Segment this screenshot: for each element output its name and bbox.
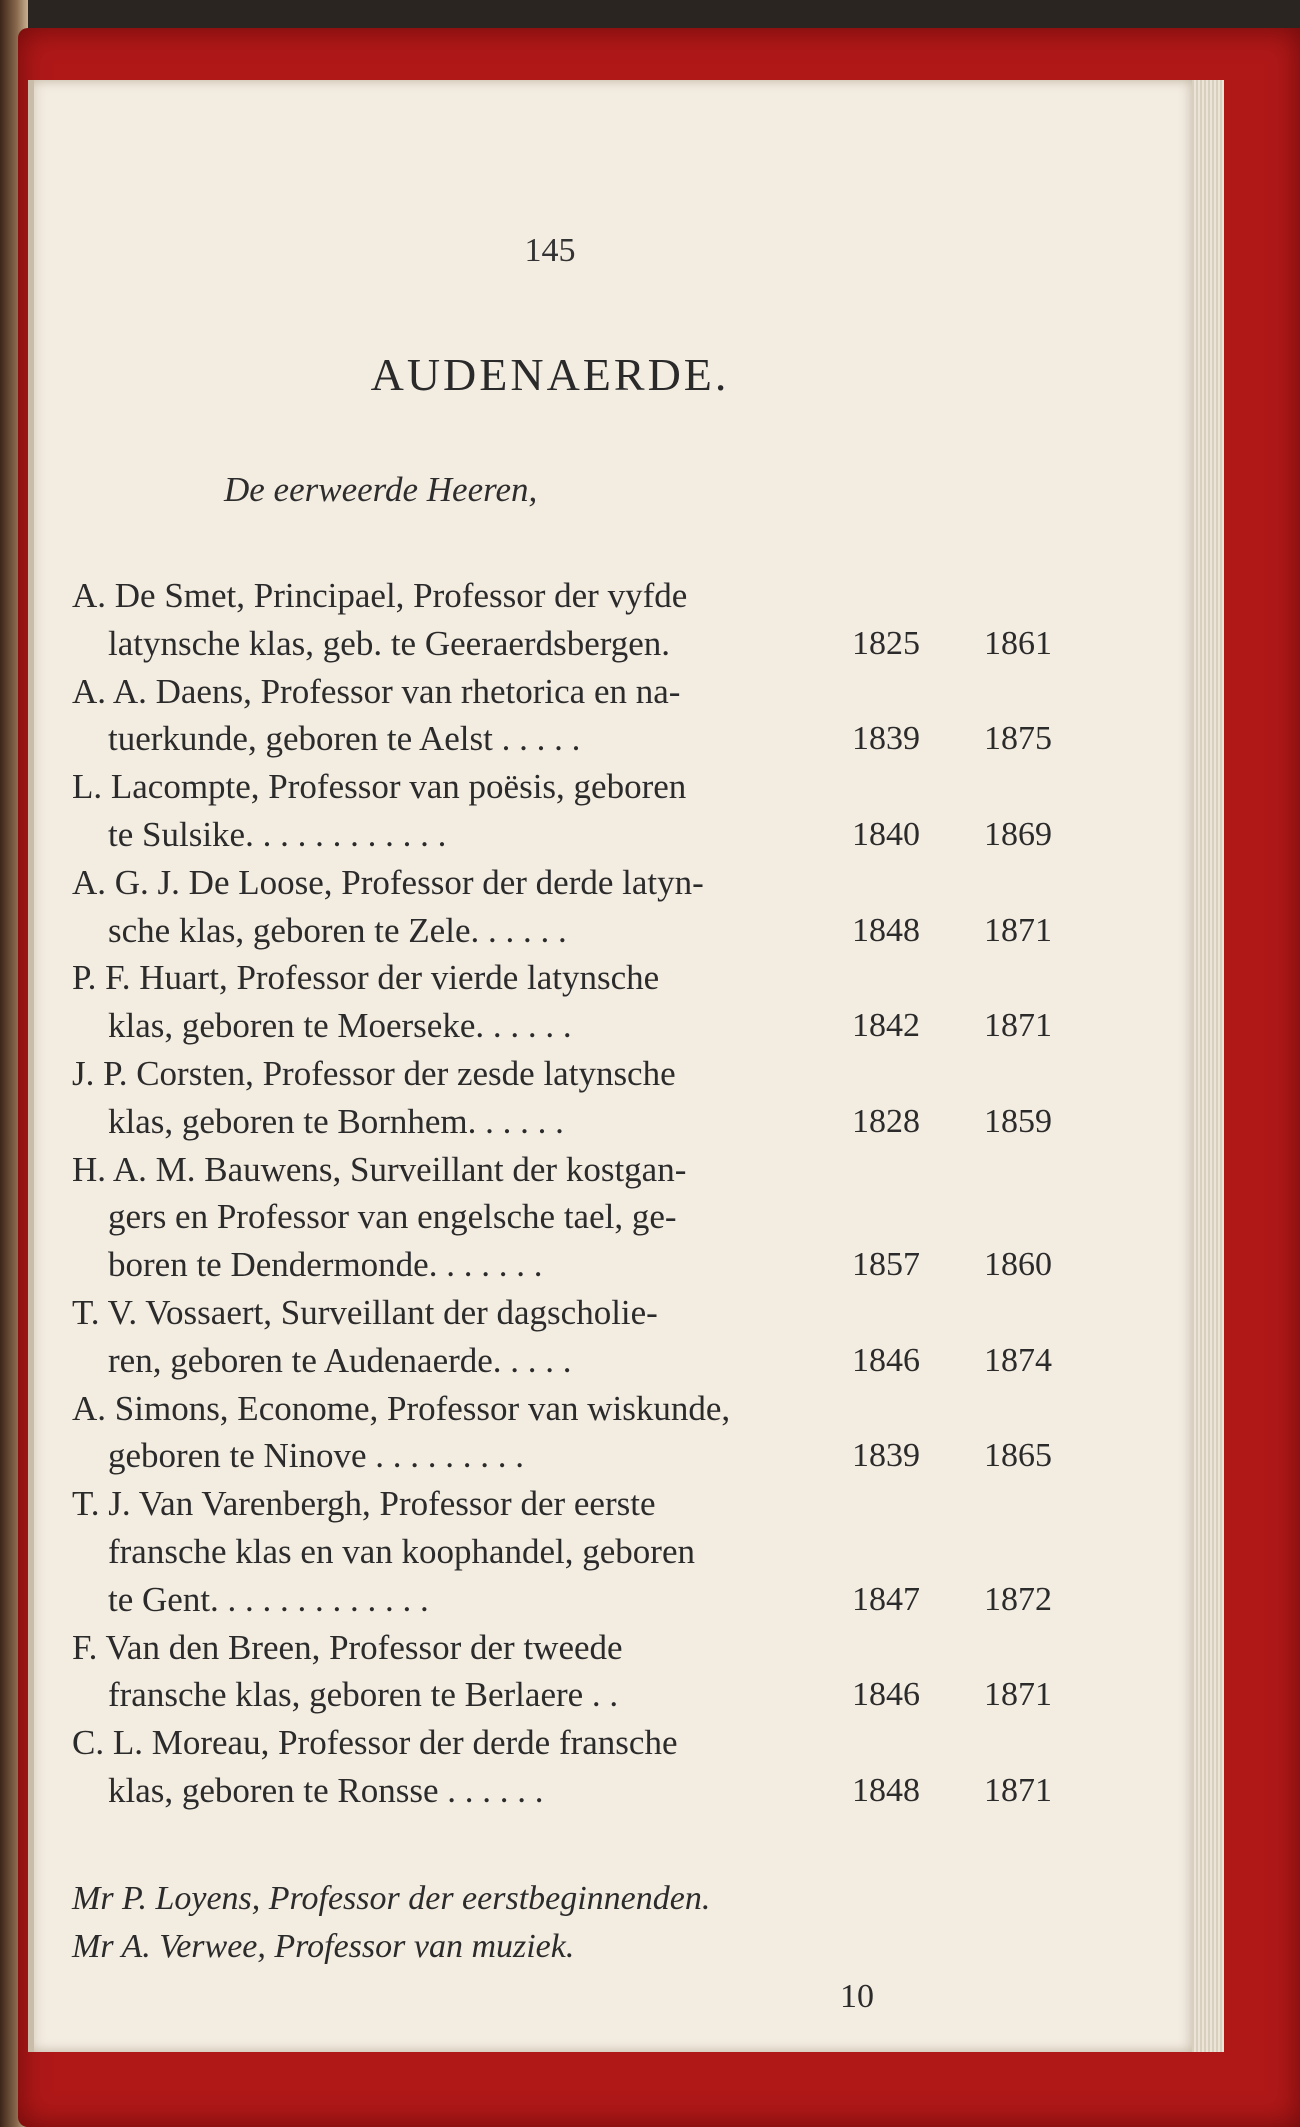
year-from: 1848: [852, 911, 920, 949]
entry-text: J. P. Corsten, Professor der zesde latynsche: [72, 1053, 676, 1093]
entry-years: [852, 1432, 1052, 1480]
year-to: 1865: [984, 1437, 1052, 1475]
entry-line: [72, 1671, 1052, 1719]
year-from: 1857: [852, 1246, 920, 1284]
page-gutter: [28, 80, 34, 2052]
year-from: 1839: [852, 720, 920, 758]
entry-years: [852, 1767, 1052, 1815]
entry-text: te Sulsike. . . . . . . . . . . .: [108, 814, 447, 854]
year-to: 1875: [984, 720, 1052, 758]
entry-line: [72, 1146, 1032, 1194]
year-from: 1848: [852, 1771, 920, 1809]
entry-text: T. V. Vossaert, Surveillant der dagscholie-: [72, 1292, 658, 1332]
entry-text: te Gent. . . . . . . . . . . . .: [108, 1579, 429, 1619]
entry-years: [852, 1098, 1052, 1146]
entry-text: sche klas, geboren te Zele. . . . . .: [108, 910, 567, 950]
footer-line-2: Mr A. Verwee, Professor van muziek.: [72, 1928, 575, 1965]
page-edges: [1192, 80, 1224, 2052]
entry-text: F. Van den Breen, Professor der tweede: [72, 1627, 623, 1667]
year-to: 1859: [984, 1102, 1052, 1140]
entry-line: [72, 1098, 1052, 1146]
entry-line: [72, 763, 1032, 811]
entry-text: klas, geboren te Moerseke. . . . . .: [108, 1006, 572, 1046]
page-number: 145: [524, 232, 576, 269]
entry-line: [72, 1767, 1052, 1815]
entry-text: gers en Professor van engelsche tael, ge-: [108, 1197, 677, 1237]
entry-line: [72, 715, 1052, 763]
entry-text: klas, geboren te Ronsse . . . . . .: [108, 1770, 544, 1810]
entry-line: [72, 954, 1032, 1002]
entry-line: [72, 1528, 1032, 1576]
entry-years: [852, 1337, 1052, 1385]
entry-list: [72, 572, 1052, 1815]
entry-text: T. J. Van Varenbergh, Professor der eerste: [72, 1484, 656, 1524]
entry-years: [852, 811, 1052, 859]
entry-text: ren, geboren te Audenaerde. . . . .: [108, 1340, 572, 1380]
year-to: 1861: [984, 624, 1052, 662]
entry-line: [72, 1002, 1052, 1050]
entry-text: latynsche klas, geb. te Geeraerdsbergen.: [108, 623, 671, 663]
year-to: 1860: [984, 1246, 1052, 1284]
entry-years: [852, 1002, 1052, 1050]
entry-line: [72, 1289, 1032, 1337]
entry-text: H. A. M. Bauwens, Surveillant der kostgan-: [72, 1149, 687, 1189]
entry-years: [852, 1576, 1052, 1624]
entry-years: [852, 1671, 1052, 1719]
year-from: 1847: [852, 1580, 920, 1618]
entry-text: L. Lacompte, Professor van poësis, geboren: [72, 767, 687, 807]
year-from: 1828: [852, 1102, 920, 1140]
entry-text: A. G. J. De Loose, Professor der derde latyn-: [72, 862, 704, 902]
year-to: 1872: [984, 1580, 1052, 1618]
entry-text: P. F. Huart, Professor der vierde latynsche: [72, 958, 660, 998]
entry-text: A. De Smet, Principael, Professor der vyfde: [72, 576, 688, 615]
entry-line: [72, 907, 1052, 955]
entry-years: [852, 907, 1052, 955]
year-to: 1871: [984, 1676, 1052, 1714]
page-title: AUDENAERDE.: [370, 349, 730, 400]
signature-mark: 10: [840, 1978, 874, 2015]
entry-text: A. Simons, Econome, Professor van wiskunde,: [72, 1388, 731, 1428]
entry-line: [72, 1193, 1032, 1241]
year-from: 1846: [852, 1341, 920, 1379]
entry-line: [72, 1576, 1052, 1624]
book-page: [28, 80, 1192, 2052]
footer-line-1: Mr P. Loyens, Professor der eerstbeginnenden.: [72, 1880, 711, 1917]
year-from: 1846: [852, 1676, 920, 1714]
entry-text: geboren te Ninove . . . . . . . . .: [108, 1436, 525, 1476]
entry-line: [72, 859, 1032, 907]
entry-line: [72, 572, 1032, 620]
entry-line: [72, 1432, 1052, 1480]
entry-line: [72, 1241, 1052, 1289]
year-from: 1839: [852, 1437, 920, 1475]
year-from: 1842: [852, 1007, 920, 1045]
year-to: 1871: [984, 1771, 1052, 1809]
entry-text: tuerkunde, geboren te Aelst . . . . .: [108, 719, 581, 759]
entry-line: [72, 620, 1052, 668]
year-from: 1825: [852, 624, 920, 662]
entry-text: A. A. Daens, Professor van rhetorica en na-: [72, 671, 681, 711]
entry-text: fransche klas, geboren te Berlaere . .: [108, 1675, 619, 1715]
year-to: 1871: [984, 1007, 1052, 1045]
entry-line: [72, 811, 1052, 859]
year-to: 1871: [984, 911, 1052, 949]
entry-line: [72, 1337, 1052, 1385]
entry-text: fransche klas en van koophandel, geboren: [108, 1531, 696, 1571]
entry-years: [852, 1241, 1052, 1289]
year-from: 1840: [852, 815, 920, 853]
entry-line: [72, 1624, 1032, 1672]
entry-text: boren te Dendermonde. . . . . . .: [108, 1245, 543, 1285]
entry-line: [72, 1719, 1032, 1767]
entry-years: [852, 715, 1052, 763]
page-subtitle: De eerweerde Heeren,: [224, 470, 538, 509]
year-to: 1869: [984, 815, 1052, 853]
entry-line: [72, 668, 1032, 716]
entry-text: klas, geboren te Bornhem. . . . . .: [108, 1101, 564, 1141]
entry-line: [72, 1050, 1032, 1098]
entry-line: [72, 1480, 1032, 1528]
year-to: 1874: [984, 1341, 1052, 1379]
entry-text: C. L. Moreau, Professor der derde fransche: [72, 1723, 678, 1763]
entry-years: [852, 620, 1052, 668]
entry-line: [72, 1385, 1032, 1433]
